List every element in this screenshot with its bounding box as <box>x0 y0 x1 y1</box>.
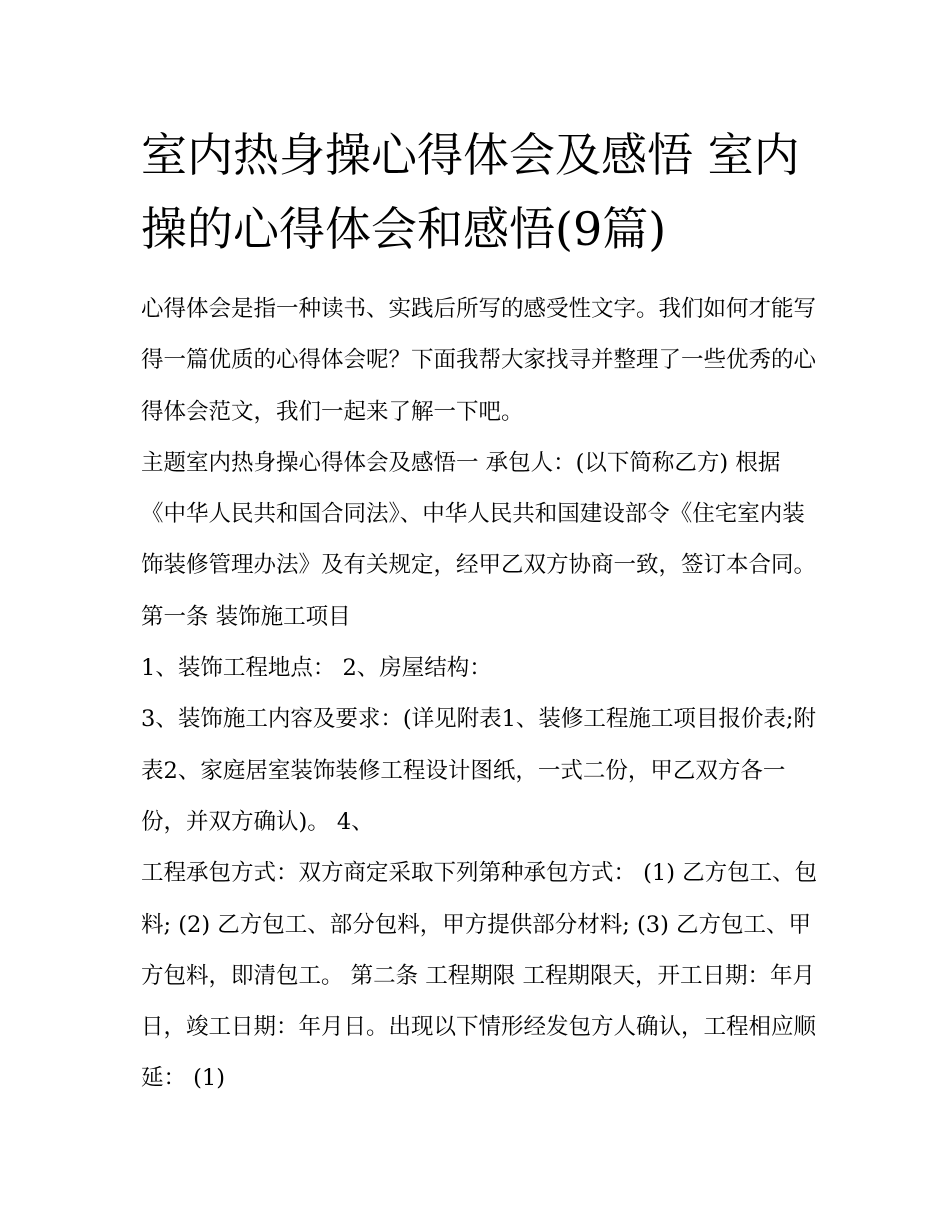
paragraph-location-structure: 1、装饰工程地点： 2、房屋结构： <box>141 655 492 682</box>
paragraph-intro: 心得体会是指一种读书、实践后所写的感受性文字。我们如何才能写得一篇优质的心得体会呢？下面我帮大家找寻并整理了一些优秀的心得体会范文，我们一起来了解一下吧。 <box>141 296 817 425</box>
paragraph-contract-intro: 主题室内热身操心得体会及感悟一 承包人：(以下简称乙方) 根据《中华人民共和国合同法》、中华人民共和国建设部令《住宅室内装饰装修管理办法》及有关规定，经甲乙双方协商一致，签订本合同。 第一条 装饰施工项目 <box>141 449 817 630</box>
paragraph-contract-method-period: 工程承包方式：双方商定采取下列第种承包方式： (1) 乙方包工、包料; (2) 乙方包工、部分包料，甲方提供部分材料; (3) 乙方包工、甲方包料，即清包工。 第二条 工程期限 工程期限天，开工日期：年月日，竣工日期：年月日。出现以下情形经发包方人确认，工程相应顺延： (1) <box>141 860 818 1092</box>
document-title: 室内热身操心得体会及感悟 室内操的心得体会和感悟(9篇) <box>141 128 800 256</box>
paragraph-construction-content: 3、装饰施工内容及要求：(详见附表1、装修工程施工项目报价表;附表2、家庭居室装饰装修工程设计图纸，一式二份，甲乙双方各一份，并双方确认)。 4、 <box>141 706 816 835</box>
document-body <box>141 284 821 1105</box>
